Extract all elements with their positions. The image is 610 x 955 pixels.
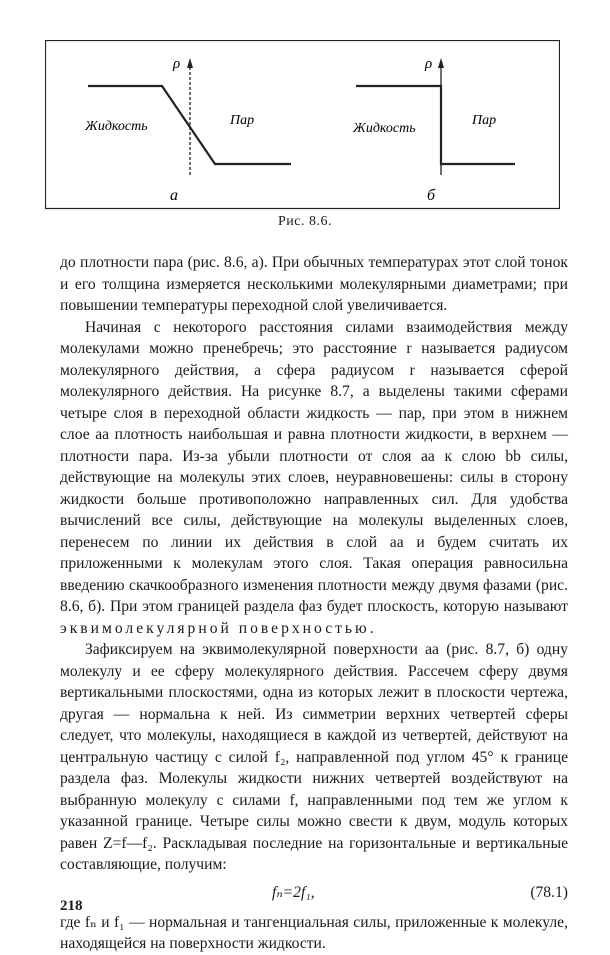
paragraph-4: где fₙ и f₁ — нормальная и тангенциальная силы, приложенные к молекуле, находящейся на поверхности жидкости.: [60, 913, 568, 952]
formula-number: (78.1): [530, 883, 568, 901]
formula-text: fₙ=2f₁,: [272, 883, 315, 901]
panel-b-liquid-label: Жидкость: [353, 121, 416, 136]
panel-b: [352, 56, 515, 204]
panel-a-axis-label: ρ: [173, 56, 181, 72]
figure-8-6-drawing: [45, 40, 560, 210]
figure-8-6: [45, 40, 560, 210]
panel-a-axis-arrow: [187, 58, 193, 68]
paragraph-3: Зафиксируем на эквимолекулярной поверхности aa (рис. 8.7, б) одну молекулу и ее сферу молекулярного действия. Рассечем сферу двумя вертикальными плоскостями, одна из которых лежит в плоскости чертежа, другая — нормальна к ней. Из симметрии верхних четвертей сферы следует, что молекулы, находящиеся в каждой из четвертей, действуют на центральную частицу с силой f₂, направленной под углом 45° к границе раздела фаз. Молекулы жидкости нижних четвертей воздействуют на выбранную молекулу с силами f, направленными под тем же углом к указанной границе. Четыре силы можно свести к двум, модуль которых равен Z=f—f₂. Раскладывая последние на горизонтальные и вертикальные составляющие, получим:: [60, 641, 568, 873]
paragraph-2-main: Начиная с некоторого расстояния силами взаимодействия между молекулами можно пренебречь; это расстояние r называется радиусом молекулярного действия, а сфера радиусом r называется сферой молекулярного действия. На рисунке 8.7, а выделены такими сферами четыре слоя в переходной области жидкость — пар, при этом в нижнем слое aa плотность наибольшая и равна плотности жидкости, в верхнем — плотности пара. Из-за убыли плотности от слоя aa к слою bb силы, действующие на молекулы этих слоев, неуравновешены: силы в сторону жидкости больше противоположно направленных сил. Для удобства вычислений все силы, действующие на молекулы выделенных слоев, перенесем по линии их действия в слой aa и будем считать их приложенными к молекулам этого слоя. Такая операция равносильна введению скачкообразного изменения плотности между двумя фазами (рис. 8.6, б). При этом границей раздела фаз будет плоскость, которую называют: [60, 318, 568, 615]
panel-b-axis-arrow: [438, 58, 444, 68]
figure-caption: Рис. 8.6.: [278, 214, 332, 229]
panel-a-vapor-label: Пар: [230, 113, 255, 128]
formula-78-1: [60, 882, 568, 906]
panel-a: [84, 56, 291, 204]
term-equimolecular-surface: эквимолекулярной поверхностью.: [60, 619, 377, 637]
panel-a-liquid-label: Жидкость: [85, 119, 148, 134]
paragraph-1: до плотности пара (рис. 8.6, а). При обычных температурах этот слой тонок и его толщина измеряется несколькими молекулярными диаметрами; при повышении температуры переходной слой увеличивается.: [60, 254, 568, 314]
body-text: [60, 252, 568, 955]
panel-a-sublabel: а: [170, 187, 178, 204]
panel-b-sublabel: б: [427, 187, 436, 204]
page-number: 218: [60, 898, 83, 914]
paragraph-2: [60, 317, 568, 640]
panel-b-axis-label: ρ: [425, 56, 433, 72]
panel-b-vapor-label: Пар: [472, 113, 497, 128]
